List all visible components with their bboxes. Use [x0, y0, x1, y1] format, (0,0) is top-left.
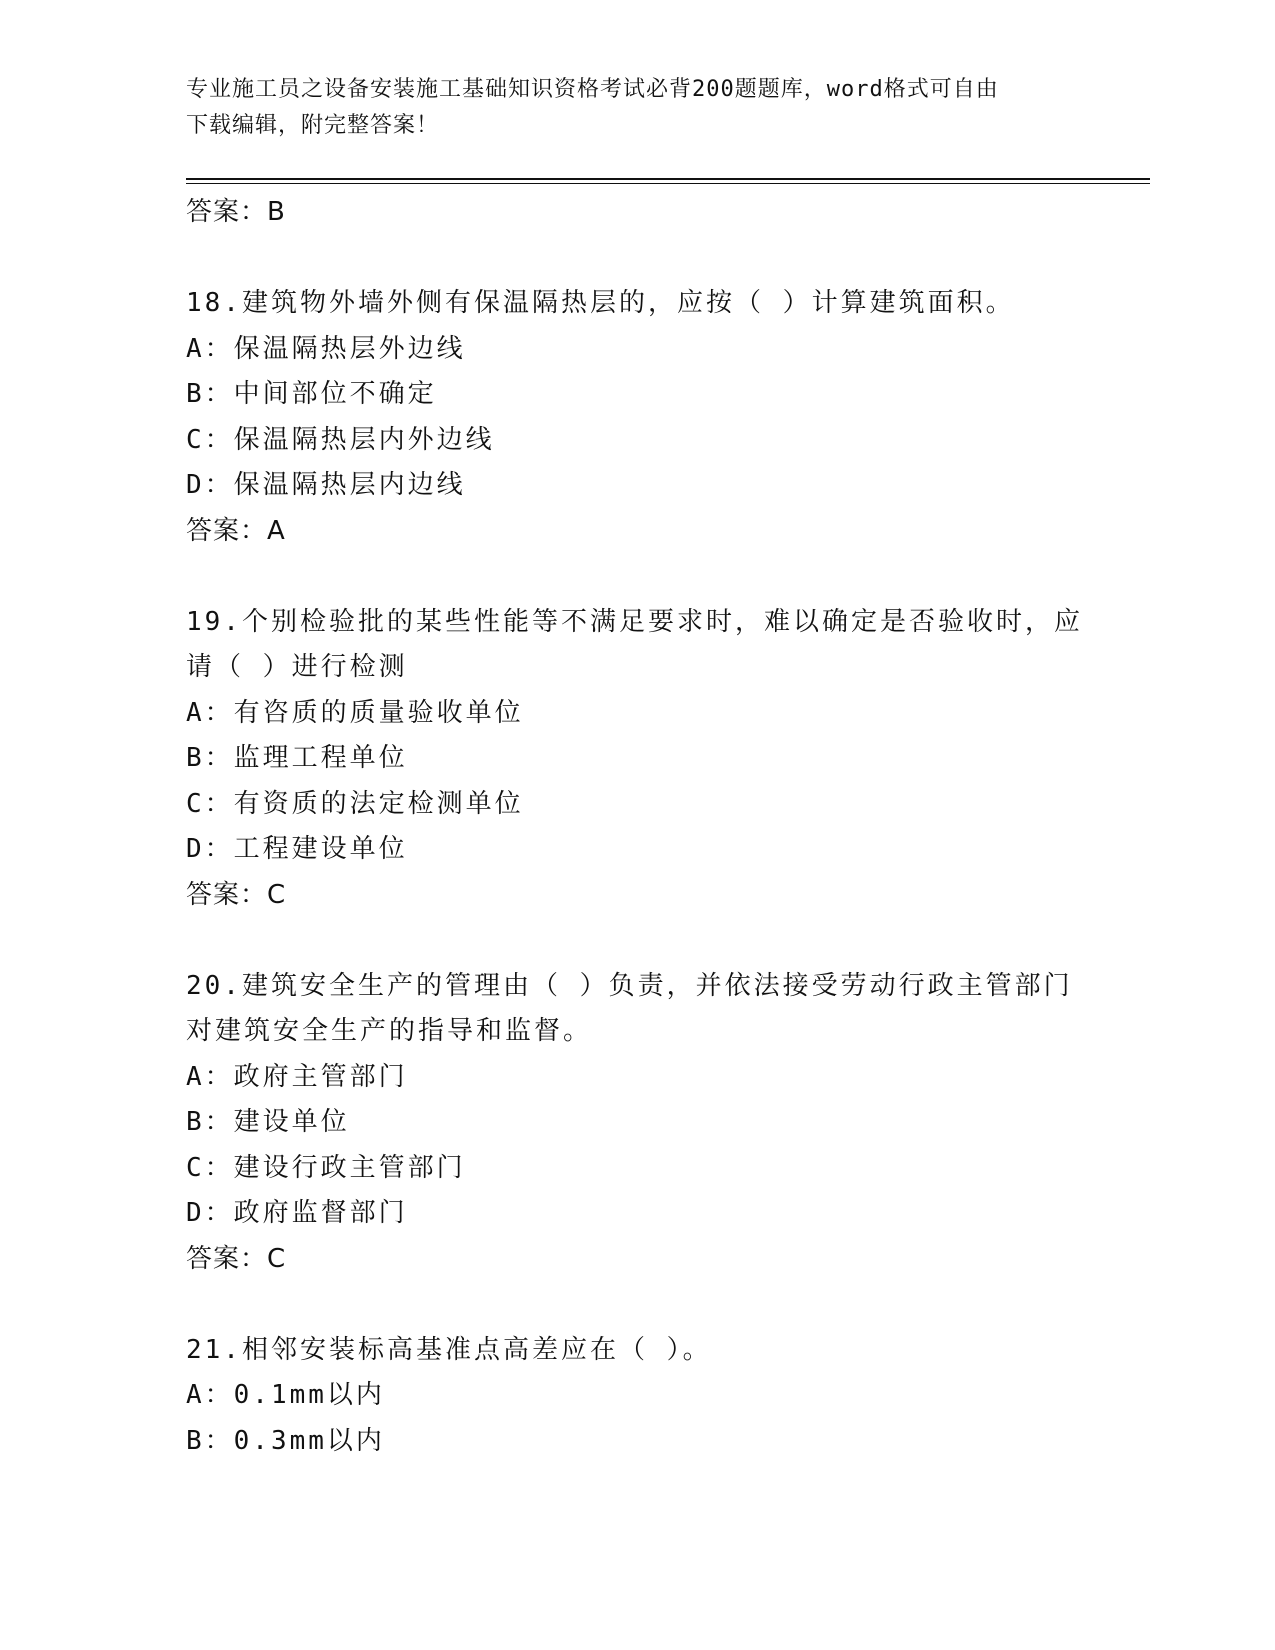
option-a: A：有咨质的质量验收单位 [186, 697, 524, 728]
question-answer: 答案：A [186, 515, 286, 546]
question-answer: 答案：C [186, 879, 287, 910]
option-c: C：有资质的法定检测单位 [186, 788, 524, 819]
option-c: C：保温隔热层内外边线 [186, 424, 495, 455]
spacer [186, 1282, 1086, 1328]
spacer [186, 918, 1086, 964]
option-b: B：中间部位不确定 [186, 379, 437, 409]
question-stem: 18.建筑物外墙外侧有保温隔热层的，应按（ ）计算建筑面积。 [186, 288, 1015, 318]
option-d: D：政府监督部门 [186, 1198, 408, 1228]
question-19 [186, 600, 1086, 919]
question-stem-line-2: 对建筑安全生产的指导和监督。 [186, 1016, 593, 1046]
spacer [186, 554, 1086, 600]
option-d: D：工程建设单位 [186, 834, 408, 864]
question-18 [186, 281, 1086, 554]
question-stem-line-1: 19.个别检验批的某些性能等不满足要求时，难以确定是否验收时，应 [186, 606, 1083, 637]
header-rule-thin [186, 183, 1150, 184]
page-header [186, 72, 1086, 144]
question-answer: 答案：C [186, 1243, 287, 1274]
question-stem-line-1: 20.建筑安全生产的管理由（ ）负责，并依法接受劳动行政主管部门 [186, 970, 1073, 1001]
spacer [186, 236, 1086, 282]
question-21 [186, 1328, 1086, 1465]
header-rule-thick [186, 178, 1150, 180]
option-b: B：0.3mm以内 [186, 1425, 385, 1456]
header-line-2: 下载编辑，附完整答案！ [186, 113, 440, 138]
option-c: C：建设行政主管部门 [186, 1152, 466, 1183]
option-b: B：建设单位 [186, 1107, 350, 1137]
header-line-1: 专业施工员之设备安装施工基础知识资格考试必背200题题库，word格式可自由 [186, 77, 999, 102]
option-b: B：监理工程单位 [186, 743, 408, 773]
previous-answer: 答案：B [186, 197, 286, 227]
option-a: A：0.1mm以内 [186, 1380, 385, 1410]
question-20 [186, 964, 1086, 1283]
question-stem-line-2: 请（ ）进行检测 [186, 652, 408, 682]
option-d: D：保温隔热层内边线 [186, 470, 466, 500]
question-stem: 21.相邻安装标高基准点高差应在（ ）。 [186, 1334, 712, 1365]
option-a: A：政府主管部门 [186, 1061, 408, 1092]
option-a: A：保温隔热层外边线 [186, 333, 466, 364]
document-body [186, 190, 1086, 1464]
